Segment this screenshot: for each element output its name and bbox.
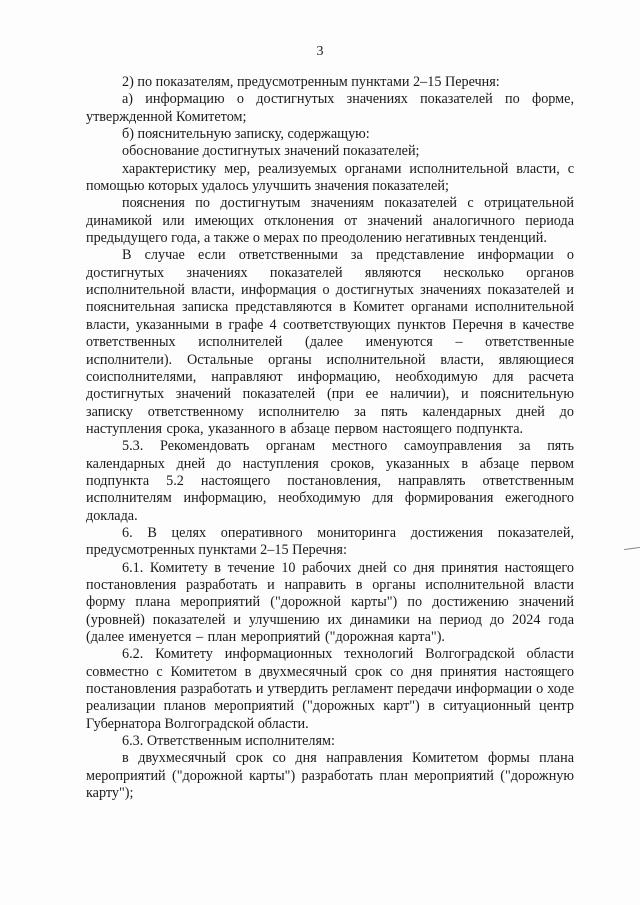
item-6-2: 6.2. Комитету информационных технологий Волгоградской области совместно с Комитетом в двухмесячный срок со дня принятия настоящего постановления разработать и утвердить регламент передачи информации о ходе реализации планов мероприятий ("дорожных карт") в ситуационный центр Губернатора Волгоградской области. <box>86 646 574 732</box>
item-5-3: 5.3. Рекомендовать органам местного самоуправления за пять календарных дней до наступления сроков, указанных в абзаце первом подпункта 5.2 настоящего постановления, направлять ответственным исполнителям информацию, необходимую для формирования ежегодного доклада. <box>86 438 574 524</box>
note-measures: характеристику мер, реализуемых органами исполнительной власти, с помощью которых удалось улучшить значения показателей; <box>86 160 574 195</box>
page-number: 3 <box>316 44 324 59</box>
item-6: 6. В целях оперативного мониторинга достижения показателей, предусмотренных пунктами 2–15 Перечня: <box>86 524 574 559</box>
scan-edge-line <box>624 547 640 550</box>
item-6-3: 6.3. Ответственным исполнителям: <box>122 733 335 750</box>
item-2a: а) информацию о достигнутых значениях показателей по форме, утвержденной Комитетом; <box>86 91 574 125</box>
item-6-3-a: в двухмесячный срок со дня направления Комитетом формы плана мероприятий ("дорожной карты") разработать план мероприятий ("дорожную карту"); <box>86 750 574 802</box>
paragraph-responsible-executors: В случае если ответственными за представление информации о достигнутых значениях показателей являются несколько органов исполнительной власти, информация о достигнутых значениях показателей и пояснительная записка представляются в Комитет органами исполнительной власти, указанными в графе 4 соответствующих пунктов Перечня в качестве ответственных исполнителей (далее именуются – ответственные исполнители). Остальные органы исполнительной власти, являющиеся соисполнителями, направляют информацию, необходимую для расчета достигнутых значений показателей (при ее наличии), и пояснительную записку ответственному исполнителю за пять календарных дней до наступления срока, указанного в абзаце первом настоящего подпункта. <box>86 247 574 437</box>
item-2b: б) пояснительную записку, содержащую: <box>122 126 370 143</box>
note-justification: обоснование достигнутых значений показателей; <box>122 143 420 160</box>
body-text <box>86 74 574 802</box>
item-6-1: 6.1. Комитету в течение 10 рабочих дней со дня принятия настоящего постановления разработать и направить в органы исполнительной власти форму плана мероприятий ("дорожной карты") по достижению значений (уровней) показателей и улучшению их динамики на период до 2024 года (далее именуется – план мероприятий ("дорожная карта"). <box>86 559 574 645</box>
note-negative-dynamics: пояснения по достигнутым значениям показателей с отрицательной динамикой или имеющих отклонения от значений аналогичного периода предыдущего года, а также о мерах по преодолению негативных тенденций. <box>86 195 574 247</box>
item-2-intro: 2) по показателям, предусмотренным пунктами 2–15 Перечня: <box>122 74 500 90</box>
